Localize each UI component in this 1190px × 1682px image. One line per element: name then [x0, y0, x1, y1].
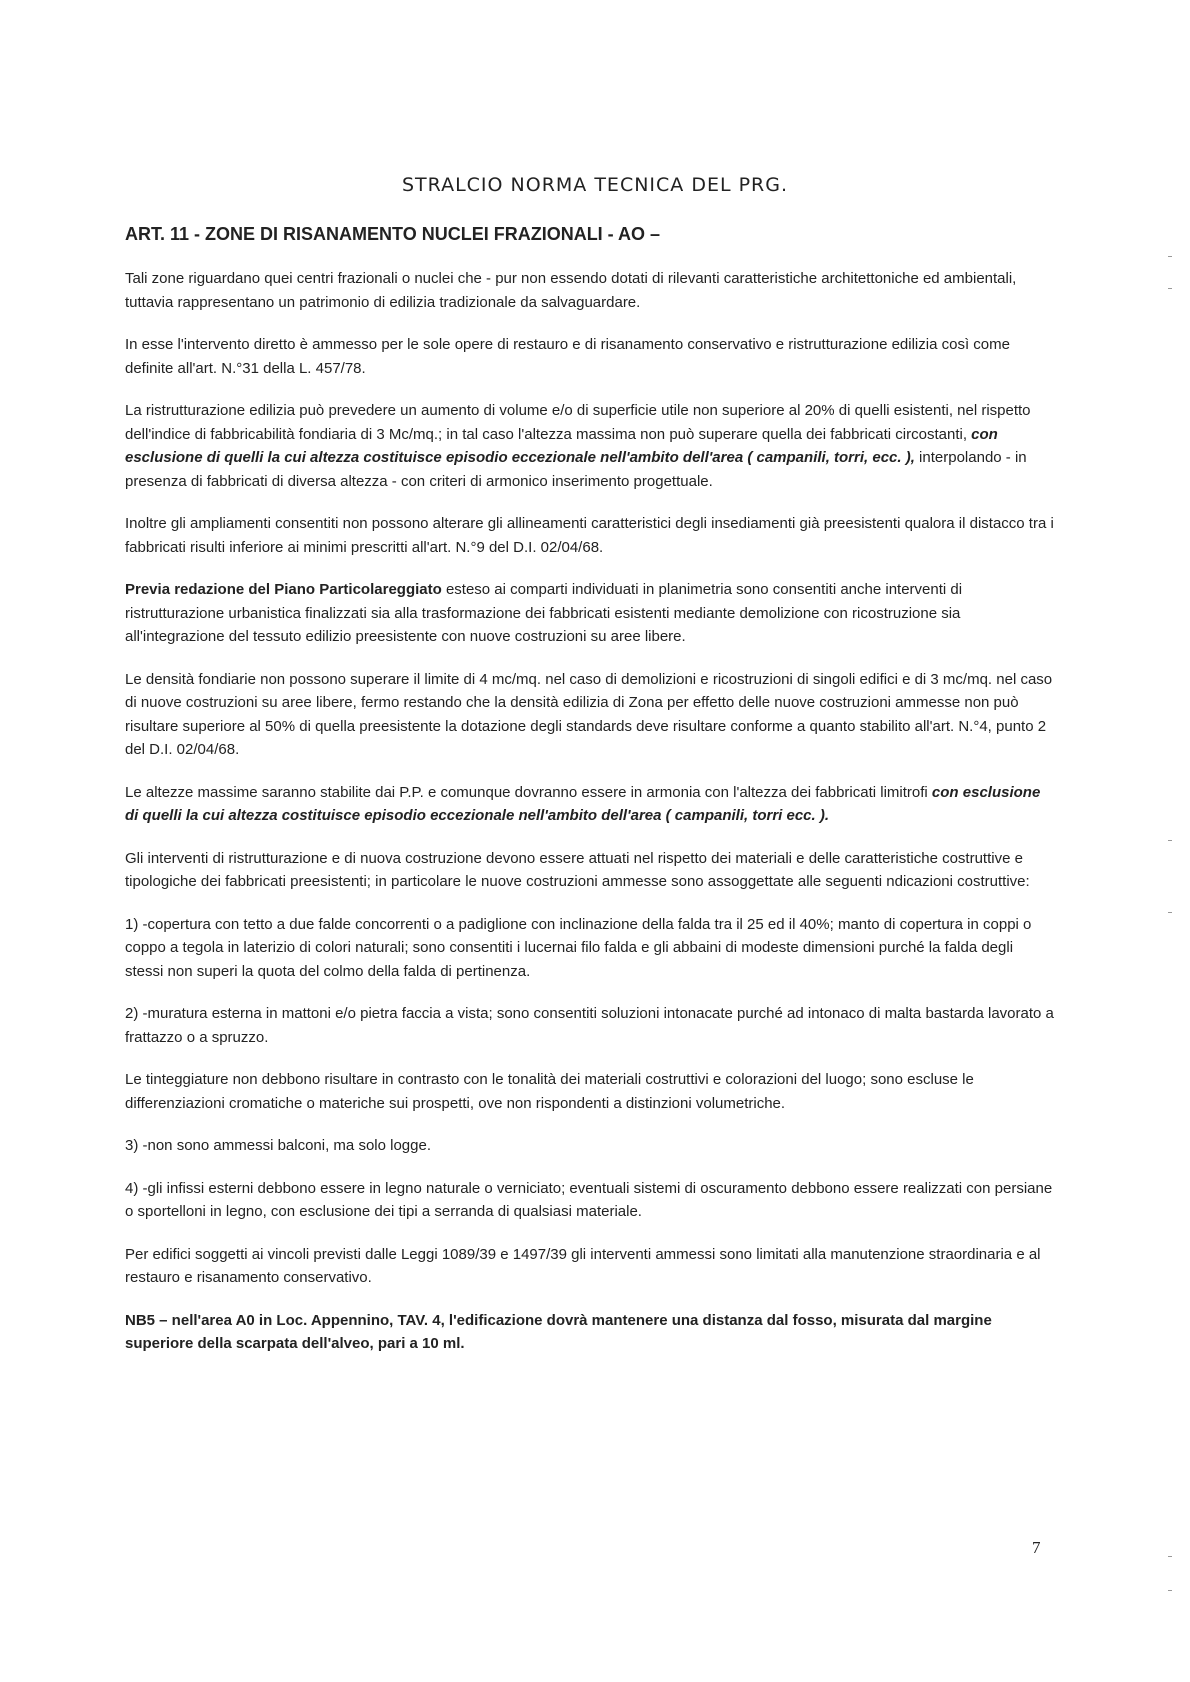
paragraph-4: Inoltre gli ampliamenti consentiti non possono alterare gli allineamenti caratteristici degli insediamenti già preesistenti qualora il distacco tra i fabbricati risulti inferiore ai minimi prescritti all'art. N.°9 del D.I. 02/04/68. [125, 515, 1054, 556]
paragraph-7-text: Le altezze massime saranno stabilite dai P.P. e comunque dovranno essere in armonia con l'altezza dei fabbricati limitrofi [125, 783, 932, 801]
scan-mark [1168, 256, 1172, 257]
scan-mark [1168, 288, 1172, 289]
paragraph-2: In esse l'intervento diretto è ammesso per le sole opere di restauro e di risanamento conservativo e ristrutturazione edilizia così come definite all'art. N.°31 della L. 457/78. [125, 336, 1010, 377]
paragraph-3-emphasis: con esclusione di quelli la cui altezza costituisce episodio eccezionale nell'ambito dell'area ( campanili, torri, ecc. ), [125, 425, 998, 466]
paragraph-5-text: esteso ai comparti individuati in planimetria sono consentiti anche interventi di ristrutturazione urbanistica finalizzati sia alla trasformazione dei fabbricati esistenti mediante demolizione con ricostruzione sia all'integrazione del tessuto edilizio preesistente con nuove costruzioni su aree libere. [125, 581, 963, 645]
paragraph-13: 4) -gli infissi esterni debbono essere in legno naturale o verniciato; eventuali sistemi di oscuramento debbono essere realizzati con persiane o sportelloni in legno, con esclusione dei tipi a serranda di qualsiasi materiale. [125, 1179, 1053, 1220]
paragraph-14: Per edifici soggetti ai vincoli previsti dalle Leggi 1089/39 e 1497/39 gli interventi ammessi sono limitati alla manutenzione straordinaria e al restauro e risanamento conservativo. [125, 1245, 1041, 1286]
paragraph-5 [125, 578, 1055, 649]
document-title: STRALCIO NORMA TECNICA DEL PRG. [401, 174, 789, 196]
paragraph-3-text-a: La ristrutturazione edilizia può prevedere un aumento di volume e/o di superficie utile non superiore al 20% di quelli esistenti, nel rispetto dell'indice di fabbricabilità fondiaria di 3 Mc/mq.; in tal caso l'altezza massima non può superare quella dei fabbricati circostanti, [125, 402, 1031, 443]
article-heading: ART. 11 - ZONE DI RISANAMENTO NUCLEI FRAZIONALI - AO – [125, 224, 661, 244]
scan-mark [1168, 912, 1172, 913]
paragraph-7-emphasis: con esclusione di quelli la cui altezza costituisce episodio eccezionale nell'ambito dell'area ( campanili, torri ecc. ). [125, 783, 1041, 824]
scan-mark [1168, 1556, 1172, 1557]
document-body [125, 224, 1055, 1375]
paragraph-5-bold: Previa redazione del Piano Particolareggiato [125, 581, 442, 598]
paragraph-3-text-c: interpolando - in presenza di fabbricati di diversa altezza - con criteri di armonico inserimento progettuale. [125, 449, 1027, 490]
paragraph-15: NB5 – nell'area A0 in Loc. Appennino, TAV. 4, l'edificazione dovrà mantenere una distanza dal fosso, misurata dal margine superiore della scarpata dell'alveo, pari a 10 ml. [125, 1311, 992, 1352]
paragraph-10: 2) -muratura esterna in mattoni e/o pietra faccia a vista; sono consentiti soluzioni intonacate purché ad intonaco di malta bastarda lavorato a frattazzo o a spruzzo. [125, 1005, 1054, 1046]
paragraph-8: Gli interventi di ristrutturazione e di nuova costruzione devono essere attuati nel rispetto dei materiali e delle caratteristiche costruttive e tipologiche dei fabbricati preesistenti; in particolare le nuove costruzioni ammesse sono assoggettate alle seguenti ndicazioni costruttive: [125, 849, 1030, 890]
page-number: 7 [1032, 1538, 1041, 1557]
scan-mark [1168, 1590, 1172, 1591]
scan-mark [1168, 840, 1172, 841]
paragraph-6: Le densità fondiarie non possono superare il limite di 4 mc/mq. nel caso di demolizioni e ricostruzioni di singoli edifici e di 3 mc/mq. nel caso di nuove costruzioni su aree libere, fermo restando che la densità edilizia di Zona per effetto delle nuove costruzioni ammesse non può risultare superiore al 50% di quella preesistente la dotazione degli standards deve risultare conforme a quanto stabilito all'art. N.°4, punto 2 del D.I. 02/04/68. [125, 670, 1053, 758]
paragraph-12: 3) -non sono ammessi balconi, ma solo logge. [125, 1137, 431, 1154]
paragraph-11: Le tinteggiature non debbono risultare in contrasto con le tonalità dei materiali costruttivi e colorazioni del luogo; sono escluse le differenziazioni cromatiche o materiche sui prospetti, ove non rispondenti a distinzioni volumetriche. [125, 1071, 974, 1112]
paragraph-1: Tali zone riguardano quei centri frazionali o nuclei che - pur non essendo dotati di rilevanti caratteristiche architettoniche ed ambientali, tuttavia rappresentano un patrimonio di edilizia tradizionale da salvaguardare. [125, 270, 1017, 311]
paragraph-9: 1) -copertura con tetto a due falde concorrenti o a padiglione con inclinazione della falda tra il 25 ed il 40%; manto di copertura in coppi o coppo a tegola in laterizio di colori naturali; sono consentiti i lucernai filo falda e gli abbaini di modeste dimensioni purché la falda degli stessi non superi la quota del colmo della falda di pertinenza. [125, 915, 1032, 980]
paragraph-7 [125, 781, 1055, 828]
paragraph-3 [125, 399, 1055, 493]
